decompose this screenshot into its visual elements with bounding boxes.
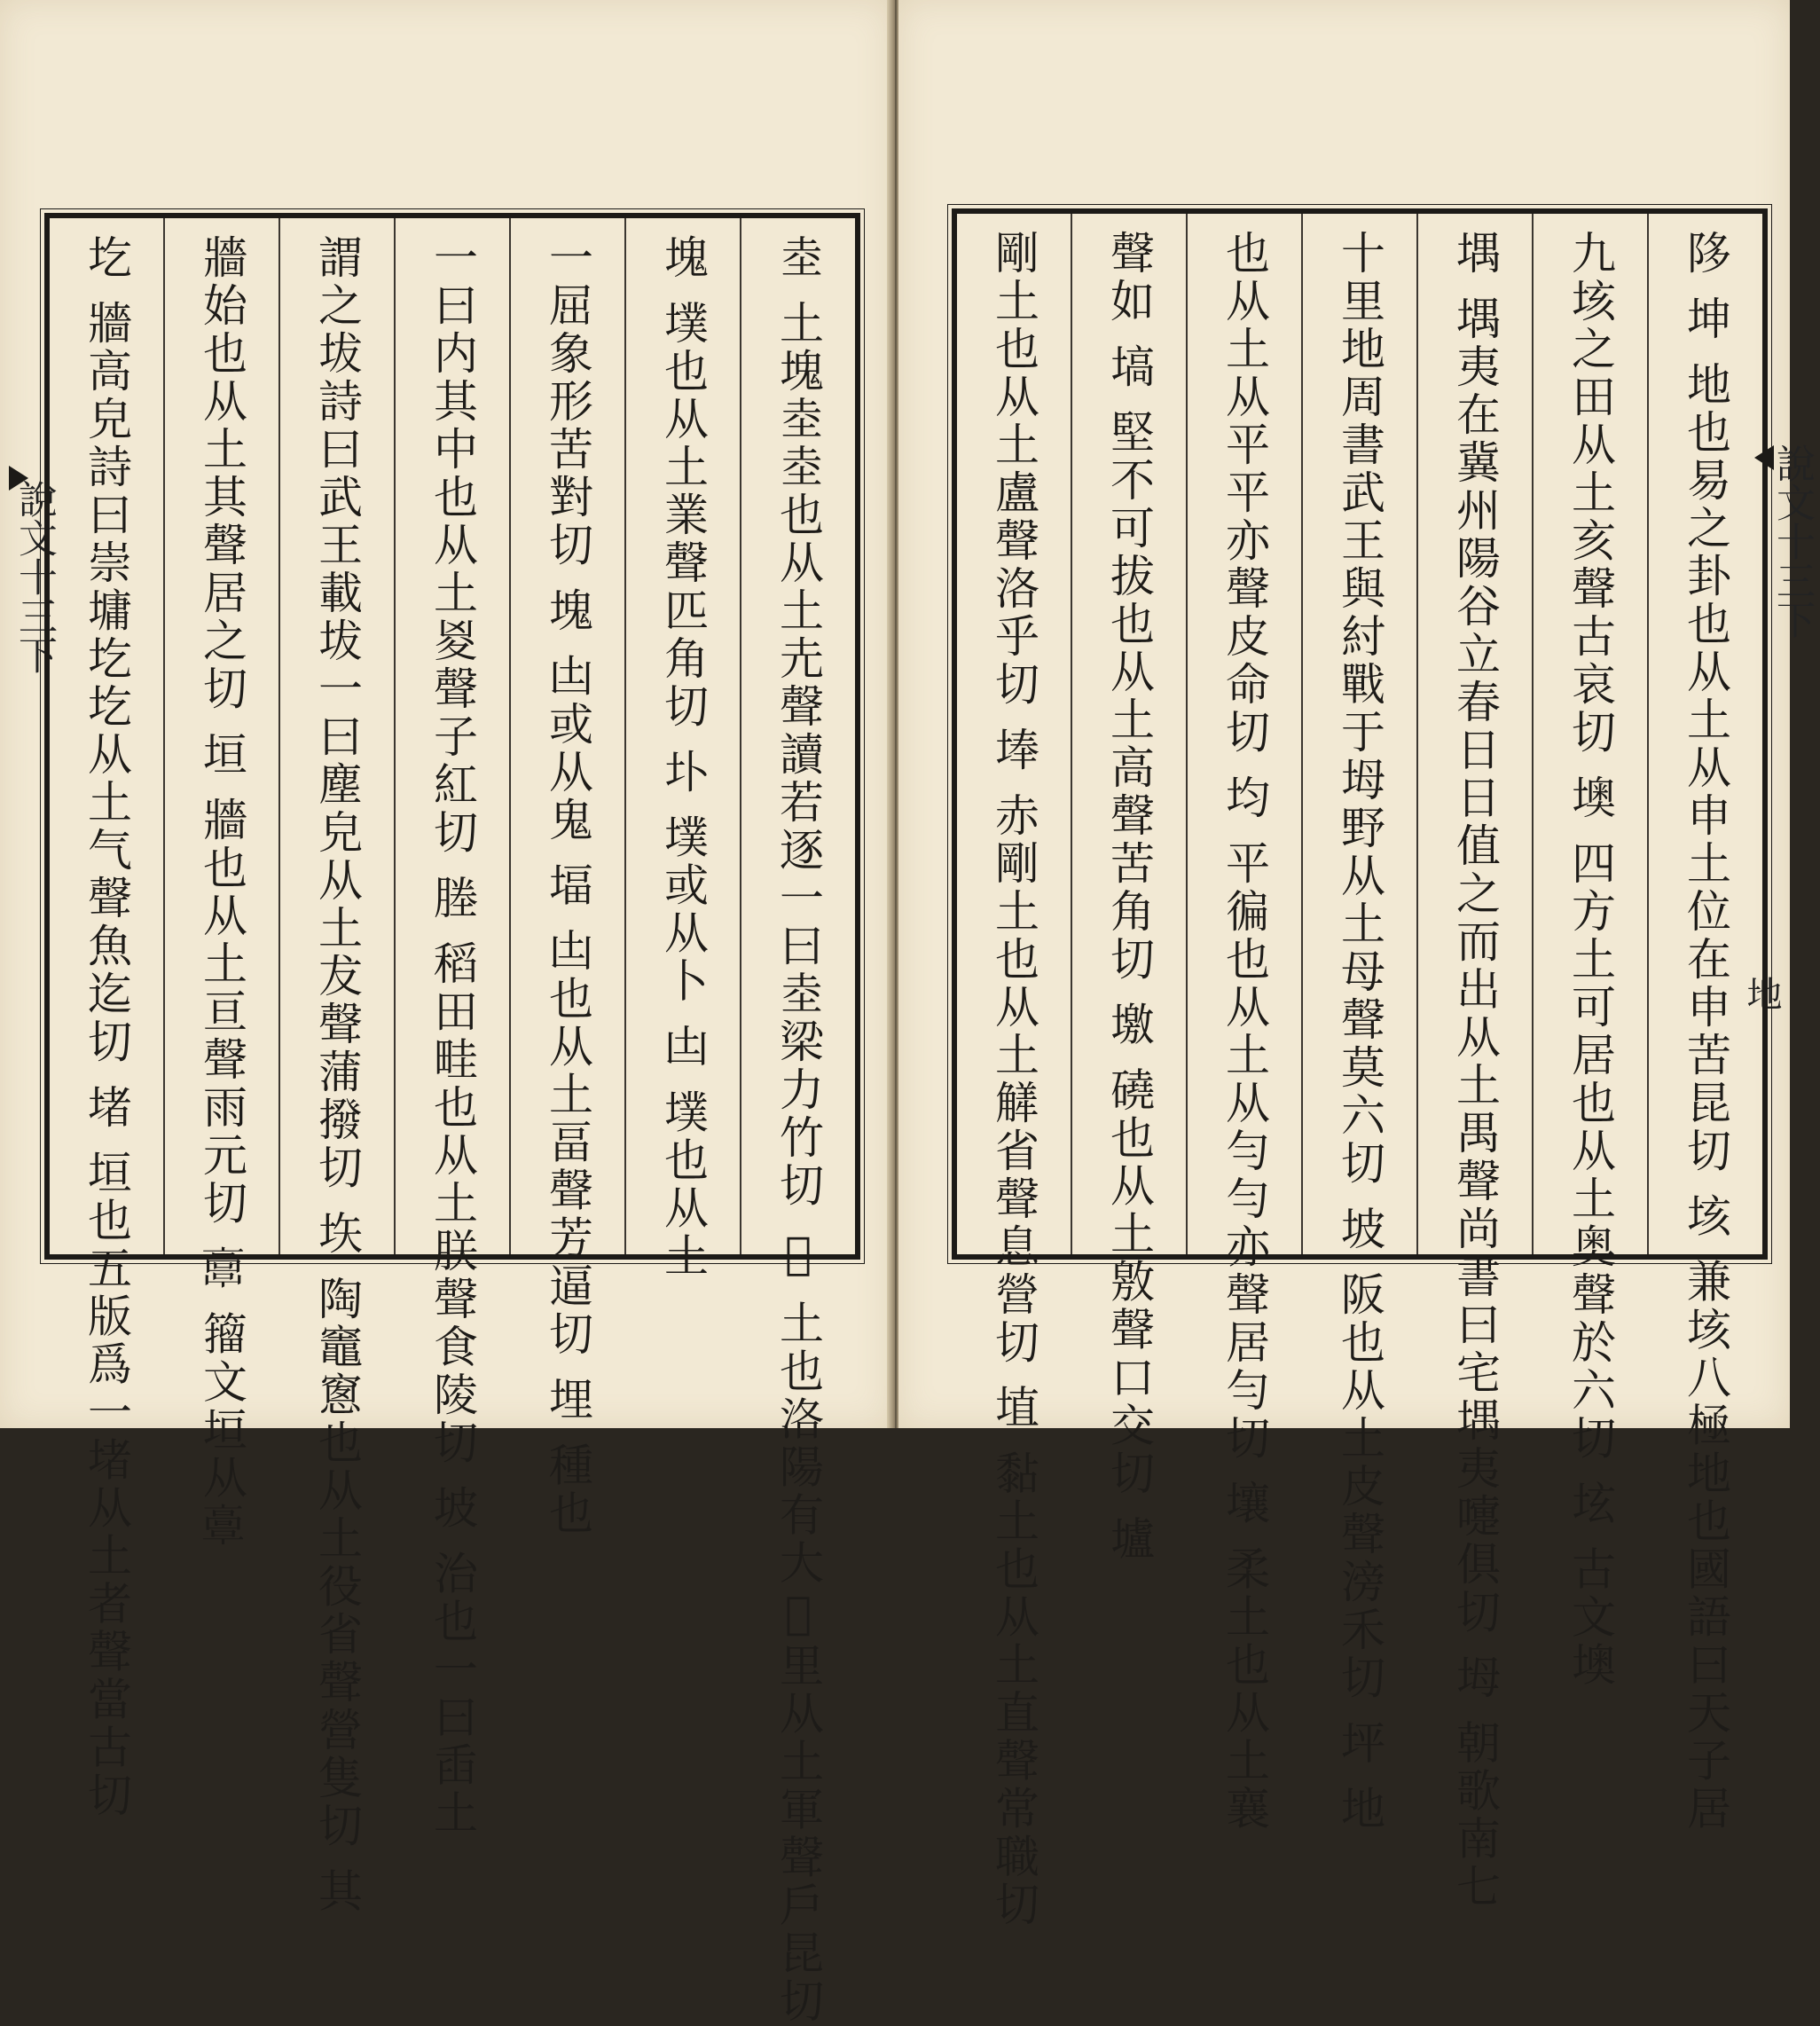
column-text: 十里地周書武王與紂戰于坶野从土母聲莫六切 坡 阪也从土皮聲滂禾切 坪 地 [1334,230,1385,1834]
column-text: 剛土也从土盧聲洛乎切 埲 赤剛土也从土觲省聲息營切 埴 黏土也从土直聲常職切 [988,230,1039,1929]
text-column [163,218,278,1551]
text-column [278,218,394,1916]
column-text: 塊 墣也从土業聲匹角切 圤 墣或从卜 凷 墣也从土 [657,234,709,1281]
text-column [624,218,740,1281]
text-column [957,214,1071,1929]
column-text: 謂之坺詩曰武王載坺一曰塵皃从土犮聲蒲撥切 垁 陶竈窻也从土役省聲營隻切 其 [311,234,363,1916]
text-column [1071,214,1186,1564]
column-text: 堣 堣夷在冀州陽谷立春日日值之而出从土禺聲尚書曰宅堣夷嚏俱切 坶 朝歌南七 [1449,230,1501,1912]
left-text-frame [44,213,860,2026]
left-margin-title: 說文十三下 [12,479,57,674]
text-column [394,218,509,1838]
column-text: 聲如 塙 堅不可拔也从土高聲苦角切 墽 磽也从土敫聲口交切 壚 [1103,230,1155,1564]
column-text: 一屈象形苦對切 塊 凷或从鬼 堛 凷也从土畐聲芳逼切 埋 種也 [542,234,593,1538]
left-page [0,0,891,2026]
column-text: 一曰内其中也从土㚇聲子紅切 塍 稻田畦也从土朕聲食陵切 坡 治也一曰臿土 [427,234,478,1838]
right-margin-title: 說文十三下 [1769,444,1815,639]
column-text: 也从土从平平亦聲皮命切 均 平徧也从土从勻勻亦聲居勻切 壤 柔土也从土襄 [1219,230,1270,1834]
column-text: 九垓之田从土亥聲古哀切 墺 四方土可居也从土奥聲於六切 𡊨 古文墺 [1565,230,1616,1690]
right-page [898,0,1815,1929]
text-column [1416,214,1532,1912]
right-text-frame [952,208,1768,1929]
text-column [1532,214,1647,1690]
folio-label: 地 [1741,976,1782,1011]
text-column [50,218,163,1820]
column-text: 圪 牆高皃詩曰崇墉圪圪从土气聲魚迄切 堵 垣也五版爲一堵从土者聲當古切 [81,234,132,1820]
column-text: 坴 土塊坴坴也从土圥聲讀若逐一曰坴梁力竹切 𡋃 土也洛陽有大𡋃里从土軍聲戶昆切 [773,234,824,2026]
text-column [1186,214,1301,1834]
text-column [1301,214,1416,1834]
text-column [509,218,624,1538]
text-column [1647,214,1762,1834]
column-text: 牆始也从土其聲居之切 垣 牆也从土亘聲雨元切 𩫖 籀文垣从𩫏 [196,234,247,1551]
text-column [740,218,855,2026]
column-text: 陊 坤 地也易之卦也从土从申土位在申苦昆切 垓 兼垓八極地也國語曰天子居 [1680,230,1731,1834]
